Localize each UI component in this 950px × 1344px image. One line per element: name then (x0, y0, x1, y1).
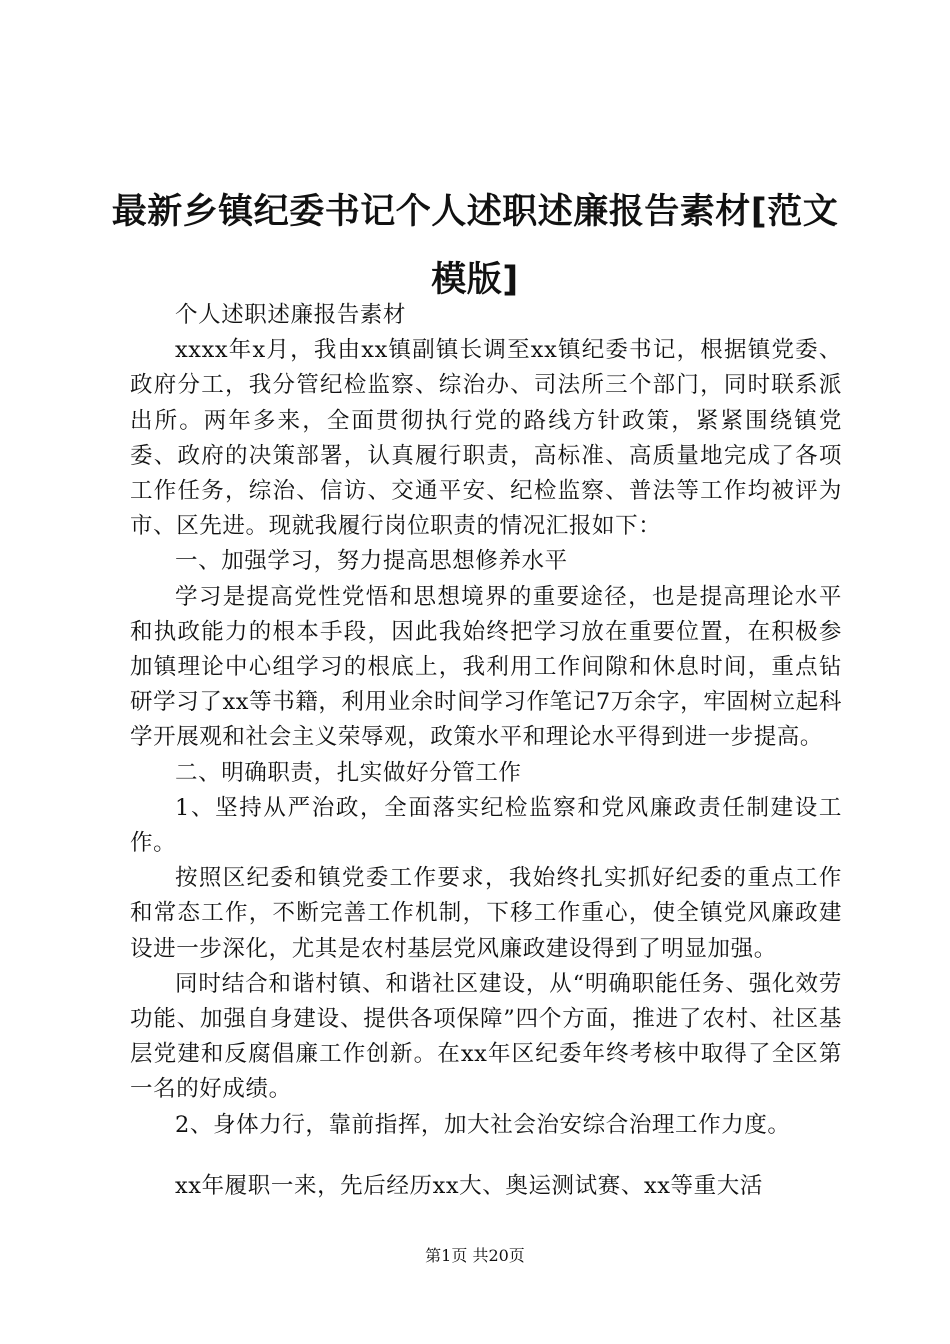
document-title: 最新乡镇纪委书记个人述职述廉报告素材[范文模版] (111, 192, 839, 300)
subsection-heading-2: 2、身体力行，靠前指挥，加大社会治安综合治理工作力度。 (175, 1111, 791, 1138)
paragraph-study: 学习是提高党性党悟和思想境界的重要途径，也是提高理论水平和执政能力的根本手段，因此我始终把学习放在重要位置，在积极参加镇理论中心组学习的根底上，我利用工作间隙和休息时间，重点钻研学习了xx等书籍，利用业余时间学习作笔记7万余字，牢固树立起科学开展观和社会主义荣辱观，政策水平和理论水平得到进一步提高。 (130, 583, 842, 751)
paragraph-subtitle: 个人述职述廉报告素材 (175, 302, 407, 328)
document-body (130, 298, 842, 1204)
paragraph-intro: xxxx年x月，我由xx镇副镇长调至xx镇纪委书记，根据镇党委、政府分工，我分管纪检监察、综治办、司法所三个部门，同时联系派出所。两年多来，全面贯彻执行党的路线方针政策，紧紧围绕镇党委、政府的决策部署，认真履行职责，高标准、高质量地完成了各项工作任务，综治、信访、交通平安、纪检监察、普法等工作均被评为市、区先进。现就我履行岗位职责的情况汇报如下： (130, 337, 842, 540)
paragraph-discipline: 按照区纪委和镇党委工作要求，我始终扎实抓好纪委的重点工作和常态工作，不断完善工作机制，下移工作重心，使全镇党风廉政建设进一步深化，尤其是农村基层党风廉政建设得到了明显加强。 (130, 865, 842, 962)
section-heading-1: 一、加强学习，努力提高思想修养水平 (175, 548, 568, 575)
subsection-heading-1: 1、坚持从严治政，全面落实纪检监察和党风廉政责任制建设工作。 (130, 794, 842, 857)
page-number: 第1页 共20页 (425, 1246, 525, 1265)
paragraph-duty: xx年履职一来，先后经历xx大、奥运测试赛、xx等重大活 (175, 1172, 763, 1199)
section-heading-2: 二、明确职责，扎实做好分管工作 (175, 759, 522, 786)
paragraph-harmony: 同时结合和谐村镇、和谐社区建设，从“明确职能任务、强化效劳功能、加强自身建设、提供各项保障”四个方面，推进了农村、社区基层党建和反腐倡廉工作创新。在xx年区纪委年终考核中取得了全区第一名的好成绩。 (130, 970, 842, 1103)
